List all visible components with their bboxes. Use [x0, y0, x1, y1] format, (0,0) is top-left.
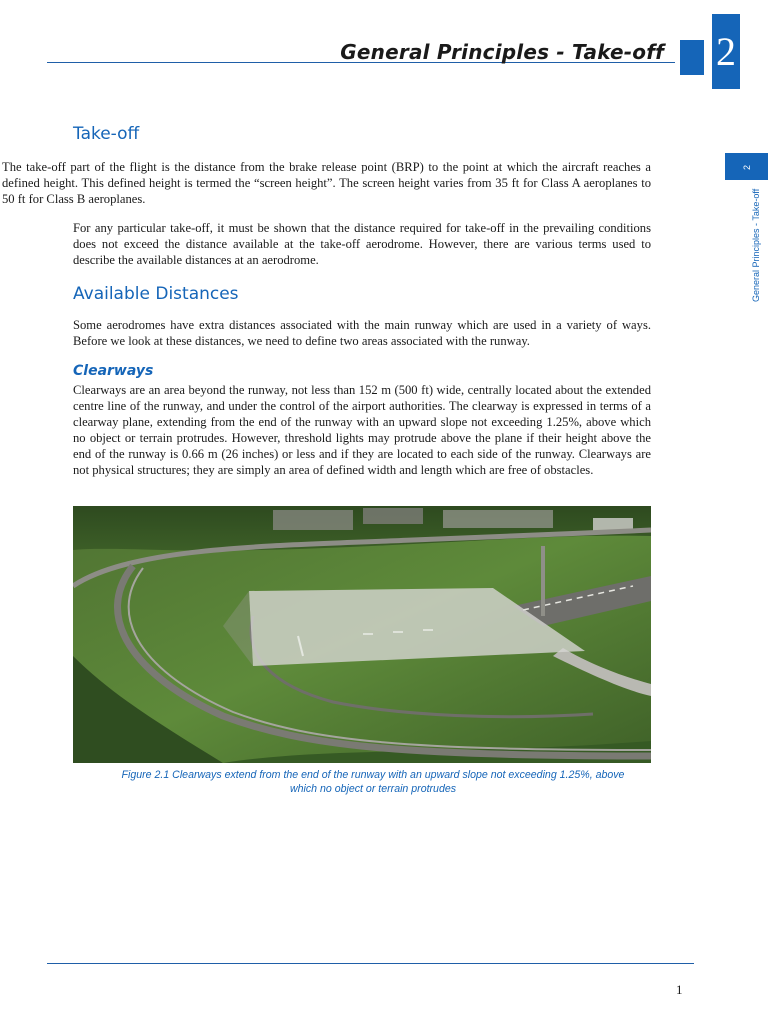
chapter-number-block: 2	[712, 14, 740, 89]
figure-caption	[73, 768, 673, 796]
clearway-aerial-figure	[73, 506, 651, 763]
paragraph-available-distances: Some aerodromes have extra distances associated with the main runway which are used in a variety of ways. Before we look at these distances, we need to define two areas associated with the runway.	[73, 318, 651, 348]
side-chapter-label: General Principles - Take-off	[751, 188, 761, 302]
paragraph-takeoff-distances: For any particular take-off, it must be shown that the distance required for take-off in the prevailing conditions does not exceed the distance available at the take-off aerodrome. However, there are various terms used to describe the available distances at an aerodrome.	[73, 221, 651, 267]
aerial-runway-illustration	[73, 506, 651, 763]
heading-available-distances: Available Distances	[73, 284, 239, 304]
header-accent-block	[680, 40, 704, 75]
figure-caption-line-2: which no object or terrain protrudes	[289, 783, 457, 795]
paragraph-clearways: Clearways are an area beyond the runway, not less than 152 m (500 ft) wide, centrally located about the extended centre line of the runway, and under the control of the airport authorities. The clearway is expressed in terms of a clearway plane, extending from the end of the runway with an upward slope not exceeding 1.25%, above which no object or terrain protrudes. However, threshold lights may protrude above the plane if their height above the end of the runway is 0.66 m (26 inches) or less and if they are located to each side of the runway. Clearways are not physical structures; they are simply an area of defined width and length which are free of obstacles.	[73, 383, 651, 477]
heading-takeoff: Take-off	[73, 124, 140, 144]
figure-caption-line-1: Figure 2.1 Clearways extend from the end of the runway with an upward slope not exceeding 1.25%, above	[121, 769, 625, 781]
page-number: 1	[676, 982, 683, 997]
side-tab-number: 2	[742, 164, 752, 170]
running-header-title: General Principles - Take-off	[340, 40, 664, 64]
heading-clearways: Clearways	[73, 363, 154, 379]
paragraph-takeoff-definition: The take-off part of the flight is the distance from the brake release point (BRP) to the point at which the aircraft reaches a defined height. This defined height is termed the “screen height”. The screen height varies from 35 ft for Class A aeroplanes to 50 ft for Class B aeroplanes.	[2, 160, 651, 206]
footer-rule	[47, 963, 694, 964]
